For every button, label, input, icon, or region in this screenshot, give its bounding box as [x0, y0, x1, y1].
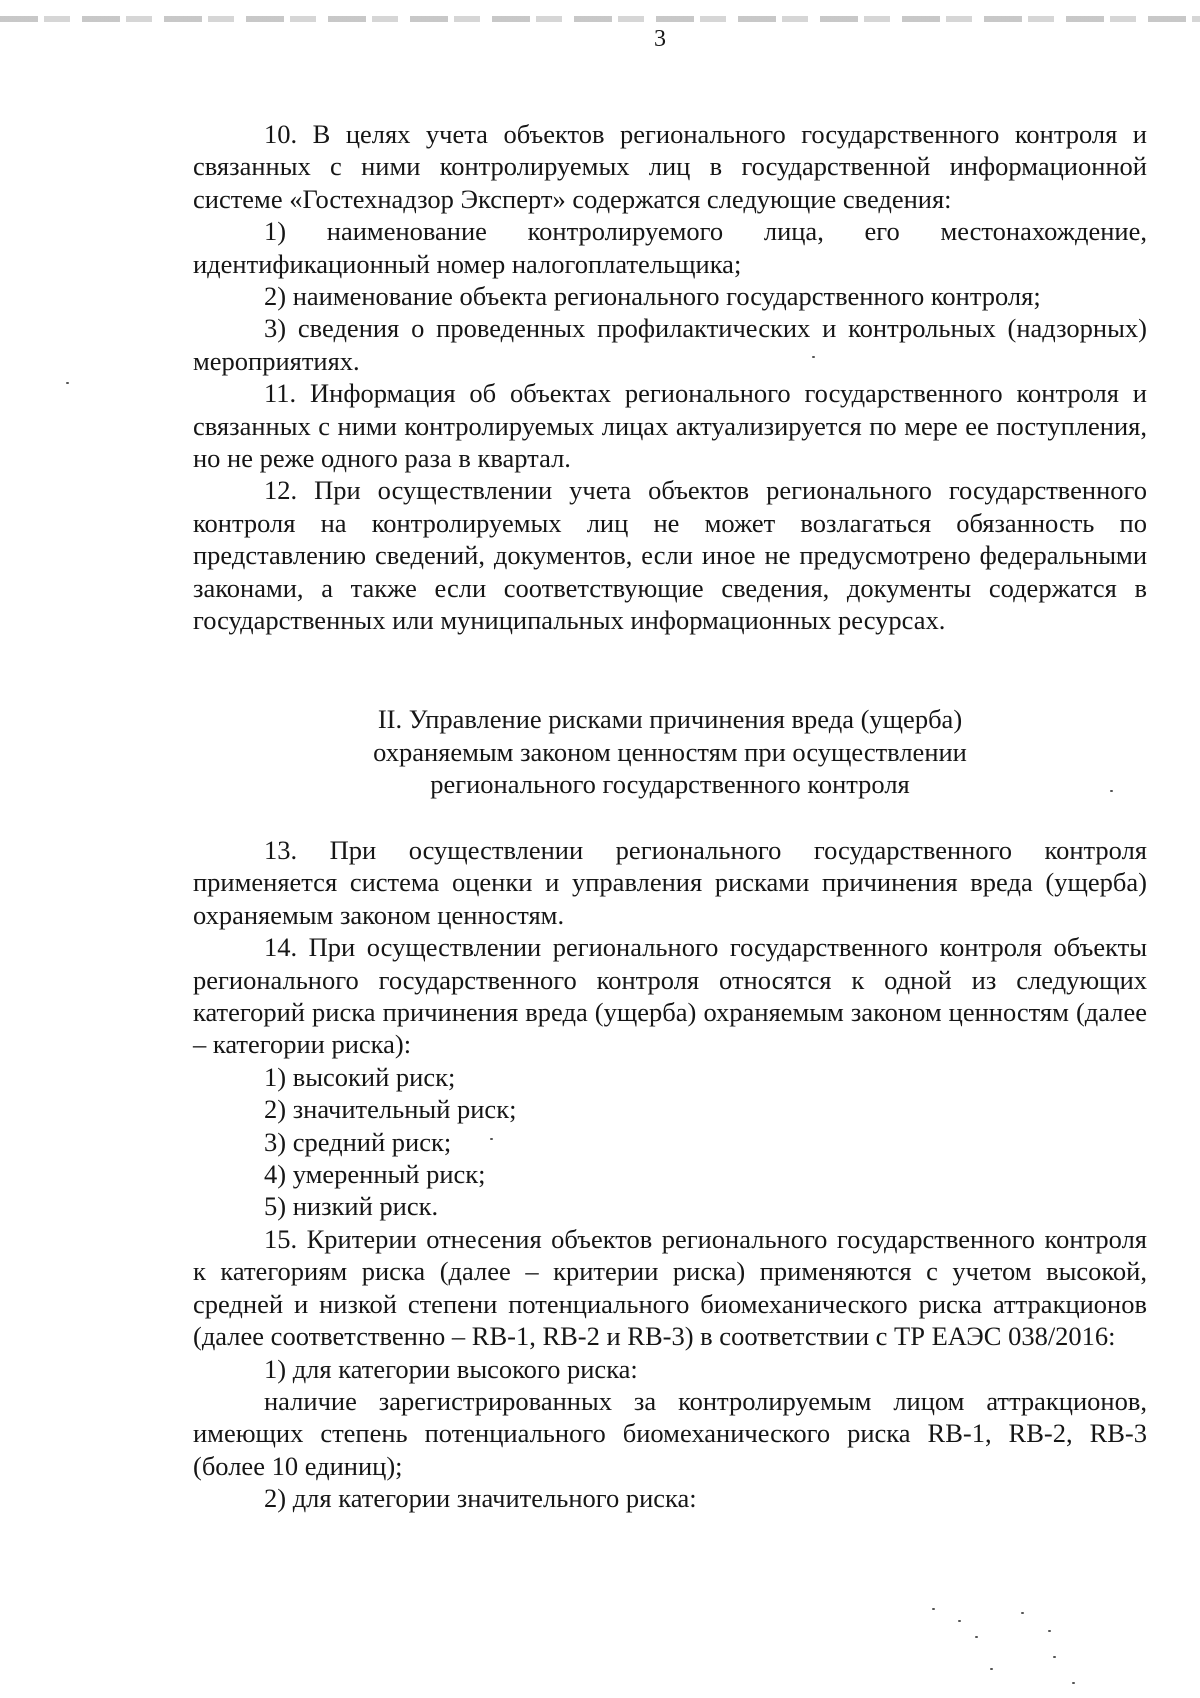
- risk-category-item-1: 1) высокий риск;: [264, 1061, 456, 1092]
- risk-category-item-4: 4) умеренный риск;: [264, 1159, 486, 1190]
- criteria-item-2: 2) для категории значительного риска:: [264, 1483, 697, 1514]
- paragraph-11: 11. Информация об объектах регионального государственного контроля и связанных с ними контролируемых лицах актуализируется по мере ее поступления, но не реже одного раза в квартал.: [193, 378, 1147, 474]
- section-heading-line-2: охраняемым законом ценностям при осуществлении: [373, 736, 967, 767]
- list-item-1: 1) наименование контролируемого лица, его местонахождение, идентификационный номер налогоплательщика;: [193, 216, 1147, 279]
- section-heading: [193, 703, 1147, 801]
- risk-category-item-3: 3) средний риск;: [264, 1126, 452, 1157]
- paragraph-15: 15. Критерии отнесения объектов регионального государственного контроля к категориям риска (далее – критерии риска) применяются с учетом высокой, средней и низкой степени потенциального биомеханического риска аттракционов (далее соответственно – RB-1, RB-2 и RB-3) в соответствии с ТР ЕАЭС 038/2016:: [193, 1223, 1147, 1352]
- risk-category-item-2: 2) значительный риск;: [264, 1094, 517, 1125]
- page-number: 3: [654, 26, 666, 52]
- document-body-part-1: [193, 118, 1147, 637]
- scan-top-edge: [0, 16, 1200, 22]
- paragraph-10: 10. В целях учета объектов регионального государственного контроля и связанных с ними контролируемых лиц в государственной информационной системе «Гостехнадзор Эксперт» содержатся следующие сведения:: [193, 119, 1147, 214]
- section-heading-line-3: регионального государственного контроля: [430, 769, 910, 799]
- section-heading-line-1: II. Управление рисками причинения вреда (ущерба): [377, 704, 963, 734]
- list-item-2: 2) наименование объекта регионального государственного контроля;: [264, 281, 1041, 312]
- paragraph-12: 12. При осуществлении учета объектов регионального государственного контроля на контролируемых лиц не может возлагаться обязанность по представлению сведений, документов, если иное не предусмотрено федеральными законами, а также если соответствующие сведения, документы содержатся в государственных или муниципальных информационных ресурсах.: [193, 475, 1147, 636]
- risk-category-item-5: 5) низкий риск.: [264, 1191, 439, 1222]
- paragraph-13: 13. При осуществлении регионального государственного контроля применяется система оценки и управления рисками причинения вреда (ущерба) охраняемым законом ценностям.: [193, 835, 1147, 930]
- list-item-3: 3) сведения о проведенных профилактических и контрольных (надзорных) мероприятиях.: [193, 313, 1147, 376]
- criteria-item-1-text: наличие зарегистрированных за контролируемым лицом аттракционов, имеющих степень потенциального биомеханического риска RB-1, RB-2, RB-3 (более 10 единиц);: [193, 1385, 1147, 1481]
- criteria-item-1: 1) для категории высокого риска:: [264, 1353, 638, 1384]
- paragraph-14: 14. При осуществлении регионального государственного контроля объекты регионального государственного контроля относятся к одной из следующих категорий риска причинения вреда (ущерба) охраняемым законом ценностям (далее – категории риска):: [193, 932, 1147, 1060]
- document-body-part-2: [193, 834, 1147, 1515]
